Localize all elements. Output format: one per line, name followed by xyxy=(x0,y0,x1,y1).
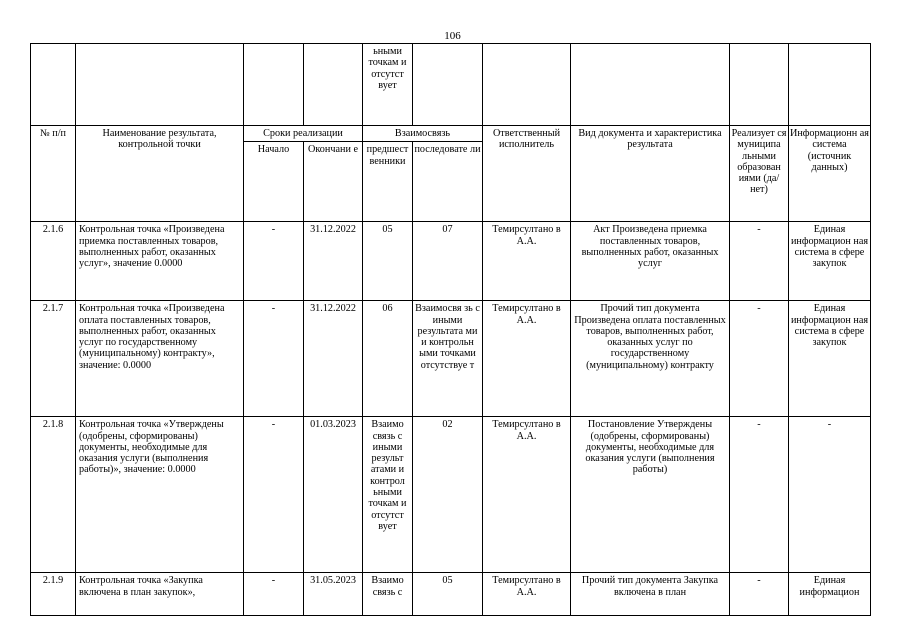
header-terms-group: Сроки реализации xyxy=(244,126,363,142)
header-doc-type: Вид документа и характеристика результата xyxy=(571,126,730,222)
row-start: - xyxy=(244,573,304,616)
row-predecessors: 05 xyxy=(363,222,413,301)
header-successors: последовате ли xyxy=(413,142,483,222)
header-link-group: Взаимосвязь xyxy=(363,126,483,142)
table-row xyxy=(31,301,871,417)
row-start: - xyxy=(244,301,304,417)
row-end: 31.12.2022 xyxy=(304,222,363,301)
table-row xyxy=(31,417,871,573)
table-row xyxy=(31,222,871,301)
continuation-predecessors: ьными точкам и отсутст вует xyxy=(363,44,413,126)
row-num: 2.1.8 xyxy=(31,417,76,573)
row-num: 2.1.6 xyxy=(31,222,76,301)
row-predecessors: Взаимо связь с иными результ атами и контрол ьными точкам и отсутст вует xyxy=(363,417,413,573)
row-info-system: - xyxy=(789,417,871,573)
row-successors: 07 xyxy=(413,222,483,301)
row-doc-type: Прочий тип документа Произведена оплата поставленных товаров, выполненных работ, оказанных услуг по государственному (муниципальному) контракту xyxy=(571,301,730,417)
row-name: Контрольная точка «Закупка включена в план закупок», xyxy=(76,573,244,616)
header-predecessors: предшест венники xyxy=(363,142,413,222)
row-end: 31.05.2023 xyxy=(304,573,363,616)
row-responsible: Темирсултано в А.А. xyxy=(483,417,571,573)
row-municipal: - xyxy=(730,573,789,616)
row-successors: Взаимосвя зь с иными результата ми и контрольн ыми точками отсутствуе т xyxy=(413,301,483,417)
header-responsible: Ответственный исполнитель xyxy=(483,126,571,222)
row-info-system: Единая информацион ная система в сфере закупок xyxy=(789,222,871,301)
row-responsible: Темирсултано в А.А. xyxy=(483,222,571,301)
row-name: Контрольная точка «Произведена оплата поставленных товаров, выполненных работ, оказанных услуг по государственному (муниципальному) контракту», значение: 0.0000 xyxy=(76,301,244,417)
header-info-system: Информационн ая система (источник данных) xyxy=(789,126,871,222)
continuation-row xyxy=(31,44,871,126)
row-num: 2.1.9 xyxy=(31,573,76,616)
row-end: 01.03.2023 xyxy=(304,417,363,573)
row-start: - xyxy=(244,222,304,301)
header-num: № п/п xyxy=(31,126,76,222)
page-number: 106 xyxy=(444,30,461,42)
row-municipal: - xyxy=(730,301,789,417)
results-table xyxy=(30,43,871,616)
row-doc-type: Постановление Утверждены (одобрены, сформированы) документы, необходимые для оказания услуги (выполнения работы) xyxy=(571,417,730,573)
header-row-1 xyxy=(31,126,871,142)
row-responsible: Темирсултано в А.А. xyxy=(483,573,571,616)
row-info-system: Единая информацион xyxy=(789,573,871,616)
row-name: Контрольная точка «Произведена приемка поставленных товаров, выполненных работ, оказанных услуг», значение 0.0000 xyxy=(76,222,244,301)
header-name: Наименование результата, контрольной точки xyxy=(76,126,244,222)
row-name: Контрольная точка «Утверждены (одобрены, сформированы) документы, необходимые для оказания услуги (выполнения работы)», значение: 0.0000 xyxy=(76,417,244,573)
row-doc-type: Акт Произведена приемка поставленных товаров, выполненных работ, оказанных услуг xyxy=(571,222,730,301)
header-end: Окончани е xyxy=(304,142,363,222)
row-municipal: - xyxy=(730,417,789,573)
row-municipal: - xyxy=(730,222,789,301)
row-predecessors: Взаимо связь с xyxy=(363,573,413,616)
header-municipal: Реализует ся муниципа льными образован иями (да/нет) xyxy=(730,126,789,222)
row-num: 2.1.7 xyxy=(31,301,76,417)
row-successors: 02 xyxy=(413,417,483,573)
row-doc-type: Прочий тип документа Закупка включена в план xyxy=(571,573,730,616)
row-end: 31.12.2022 xyxy=(304,301,363,417)
row-responsible: Темирсултано в А.А. xyxy=(483,301,571,417)
row-start: - xyxy=(244,417,304,573)
table-row xyxy=(31,573,871,616)
row-info-system: Единая информацион ная система в сфере закупок xyxy=(789,301,871,417)
row-predecessors: 06 xyxy=(363,301,413,417)
header-start: Начало xyxy=(244,142,304,222)
row-successors: 05 xyxy=(413,573,483,616)
